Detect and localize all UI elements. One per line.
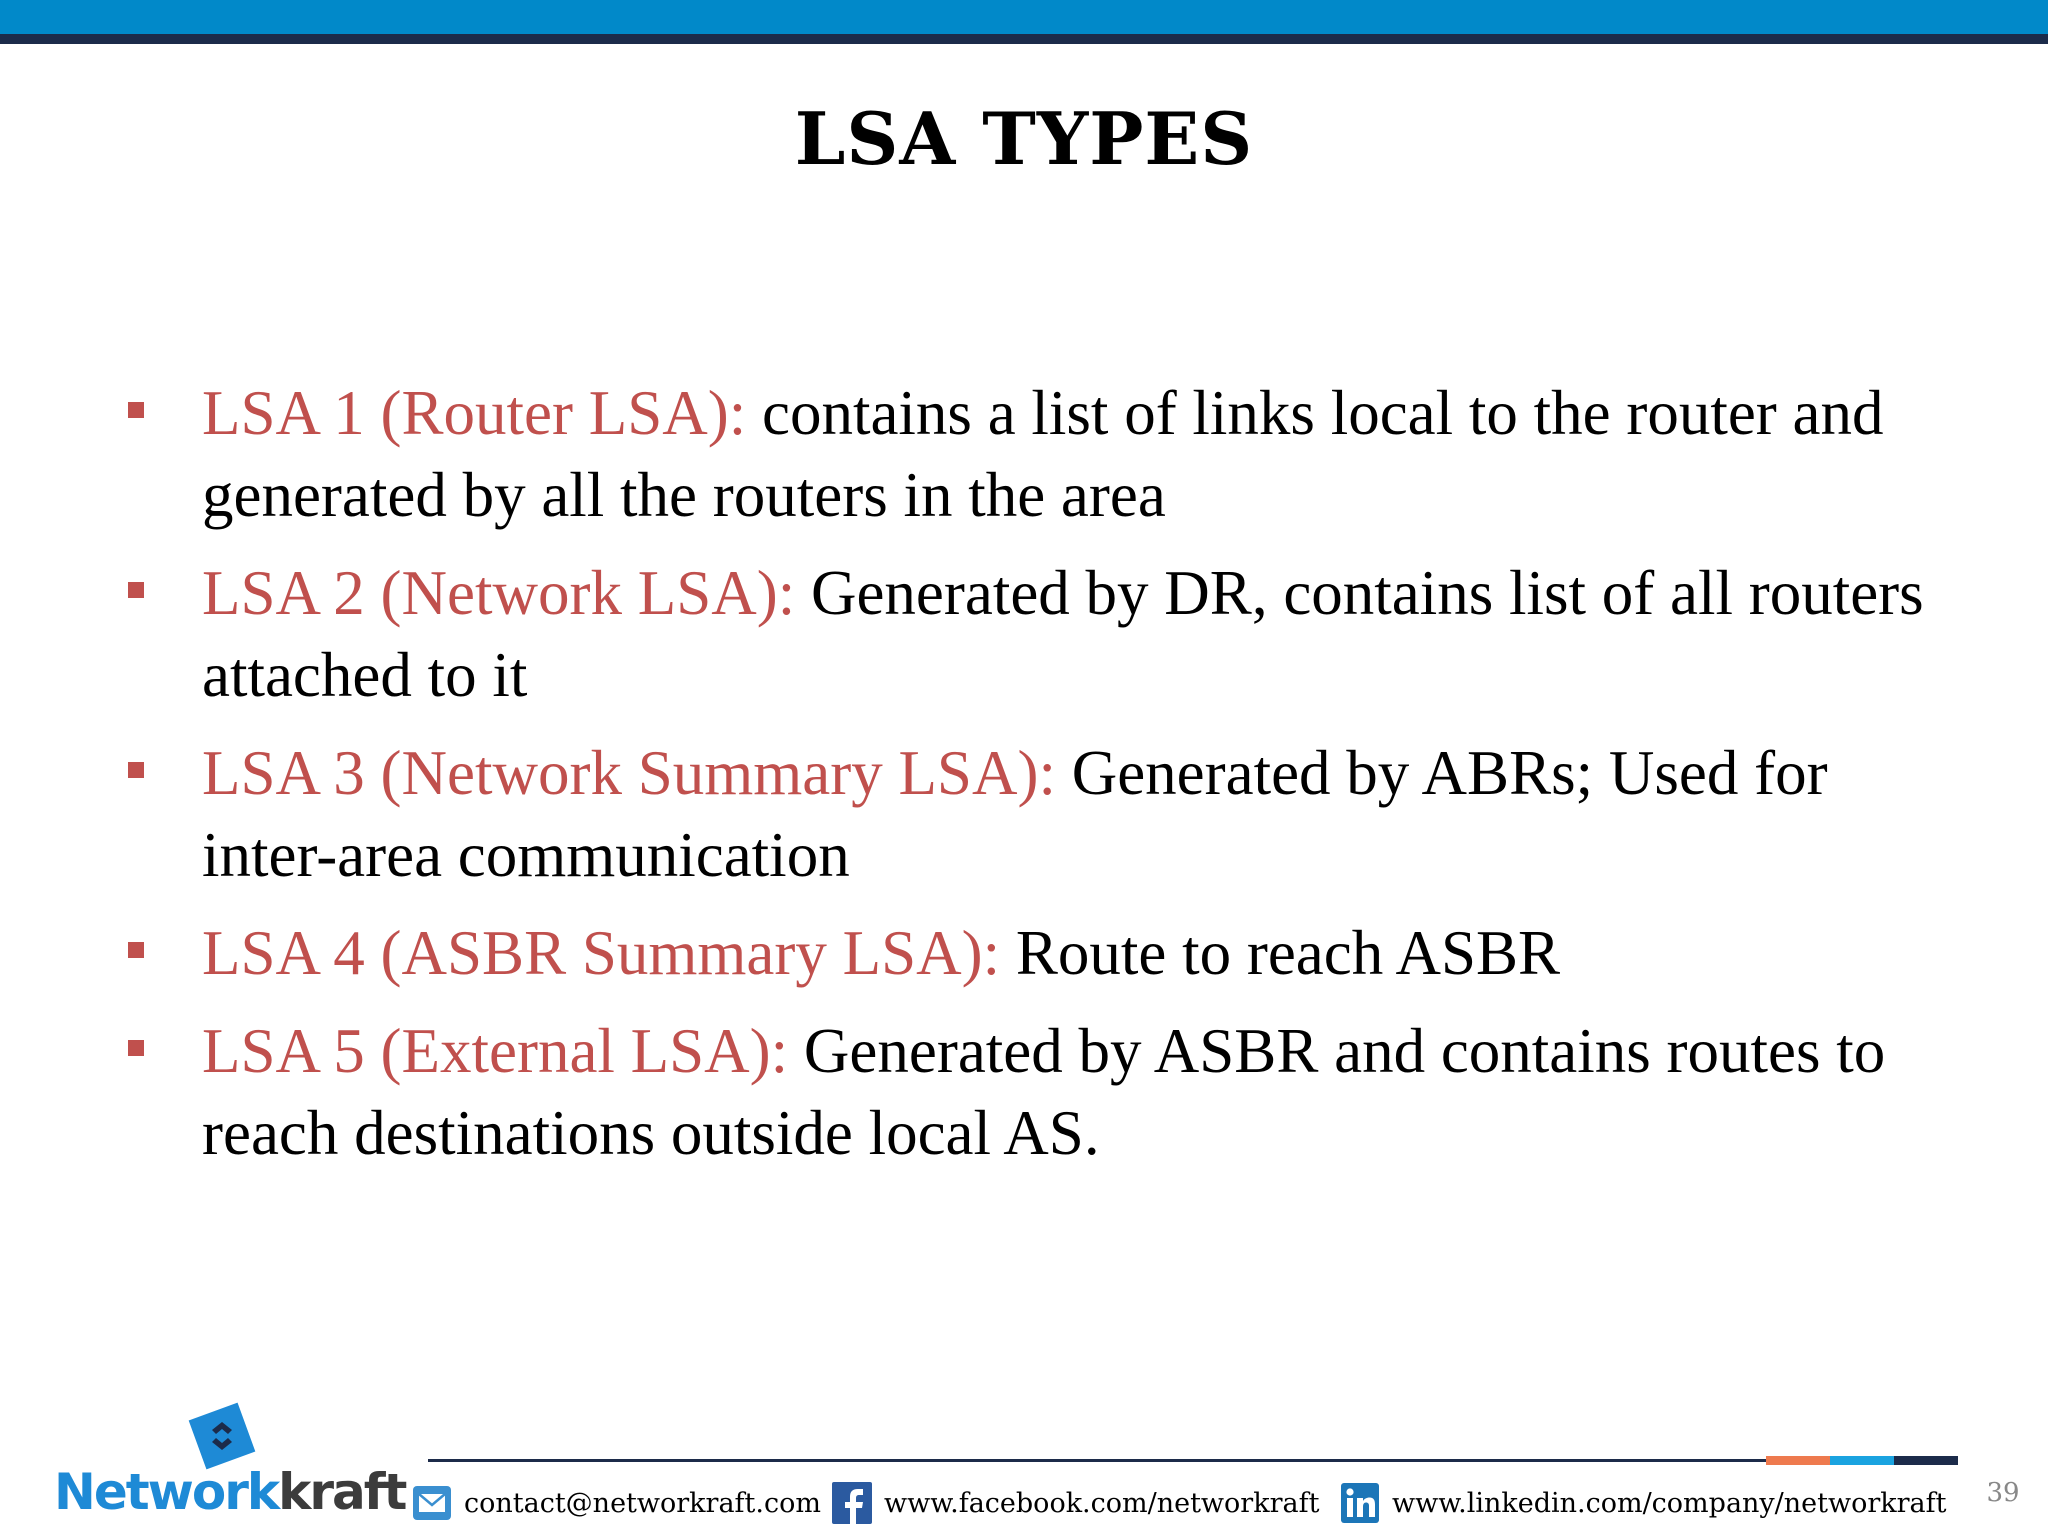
bullet-list [120, 372, 1940, 1190]
bullet-term: LSA 5 (External LSA): [202, 1016, 789, 1086]
bullet-text: Route to reach ASBR [1000, 918, 1561, 988]
bullet-term: LSA 3 (Network Summary LSA): [202, 738, 1056, 808]
slide-title: LSA TYPES [794, 96, 1254, 181]
contact-email[interactable] [410, 1478, 821, 1528]
bullet-term: LSA 4 (ASBR Summary LSA): [202, 918, 1001, 988]
bullet-marker [128, 582, 144, 598]
header-bar-dark [0, 34, 2048, 44]
bullet-text: Generated by ASBR and contains routes to reach destinations outside local AS. [202, 1016, 1886, 1168]
logo-wordmark: Networkkraft [54, 1463, 406, 1521]
contact-linkedin[interactable] [1338, 1478, 1946, 1528]
bullet-text: contains a list of links local to the router and generated by all the routers in the area [202, 378, 1884, 530]
footer-accent-orange [1766, 1456, 1830, 1465]
contact-linkedin-text[interactable]: www.linkedin.com/company/networkraft [1392, 1487, 1947, 1519]
email-icon [410, 1481, 454, 1525]
facebook-icon [830, 1481, 874, 1525]
contact-facebook-text[interactable]: www.facebook.com/networkraft [884, 1487, 1320, 1519]
bullet-item [120, 1010, 1940, 1174]
footer-accent-blue [1830, 1456, 1894, 1465]
bullet-marker [128, 402, 144, 418]
linkedin-icon [1338, 1481, 1382, 1525]
bullet-item [120, 372, 1940, 536]
bullet-item [120, 732, 1940, 896]
bullet-term: LSA 1 (Router LSA): [202, 378, 747, 448]
bullet-item [120, 552, 1940, 716]
footer-divider [428, 1459, 1958, 1462]
footer-accent-dark [1894, 1456, 1958, 1465]
bullet-term: LSA 2 (Network LSA): [202, 558, 796, 628]
page-number: 39 [1986, 1478, 2020, 1508]
bullet-marker [128, 1040, 144, 1056]
networkraft-logo [52, 1396, 406, 1526]
header-bar-blue [0, 0, 2048, 34]
bullet-text: Generated by DR, contains list of all routers attached to it [202, 558, 1924, 710]
bullet-marker [128, 942, 144, 958]
bullet-item [120, 912, 1940, 994]
bullet-marker [128, 762, 144, 778]
bullet-text: Generated by ABRs; Used for inter-area communication [202, 738, 1828, 890]
contact-email-text[interactable]: contact@networkraft.com [464, 1487, 821, 1519]
contact-facebook[interactable] [830, 1478, 1319, 1528]
